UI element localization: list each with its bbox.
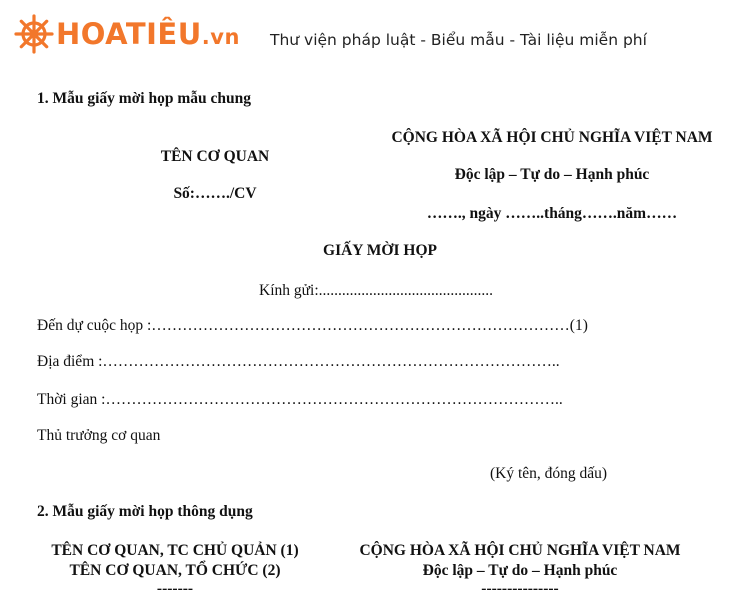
document-number: Số:……./CV: [173, 185, 257, 202]
country-name-2: CỘNG HÒA XÃ HỘI CHỦ NGHĨA VIỆT NAM: [359, 542, 681, 559]
national-motto-2: Độc lập – Tự do – Hạnh phúc: [422, 562, 618, 579]
left-divider: -------: [156, 580, 194, 597]
location-line: Địa điểm :……………………………………………………………………………..: [37, 353, 560, 370]
logo-text: HOATIÊU.vn: [56, 17, 240, 51]
governing-agency: TÊN CƠ QUAN, TC CHỦ QUẢN (1): [51, 542, 299, 559]
ship-wheel-icon: [14, 14, 54, 54]
site-tagline: Thư viện pháp luật - Biểu mẫu - Tài liệu miễn phí: [270, 31, 647, 49]
date-line: ……., ngày ……..tháng…….năm……: [426, 205, 678, 222]
site-logo[interactable]: [14, 14, 240, 54]
document-title: GIẤY MỜI HỌP: [323, 242, 437, 259]
head-of-agency: Thủ trưởng cơ quan: [37, 427, 161, 444]
time-line: Thời gian :……………………………………………………………………………..: [37, 391, 563, 408]
agency-name: TÊN CƠ QUAN: [160, 148, 270, 165]
right-divider: ---------------: [481, 580, 559, 597]
organization-name: TÊN CƠ QUAN, TỔ CHỨC (2): [69, 562, 281, 579]
signature-note: (Ký tên, đóng dấu): [490, 465, 608, 482]
recipient-line: Kính gửi:.............................................: [259, 282, 494, 299]
section-2-heading: 2. Mẫu giấy mời họp thông dụng: [37, 503, 253, 520]
logo-suffix: .vn: [201, 25, 240, 49]
national-motto: Độc lập – Tự do – Hạnh phúc: [454, 166, 650, 183]
meeting-line: Đến dự cuộc họp :………………………………………………………………………(1): [37, 317, 588, 334]
country-name: CỘNG HÒA XÃ HỘI CHỦ NGHĨA VIỆT NAM: [391, 129, 713, 146]
section-1-heading: 1. Mẫu giấy mời họp mẫu chung: [37, 90, 251, 107]
